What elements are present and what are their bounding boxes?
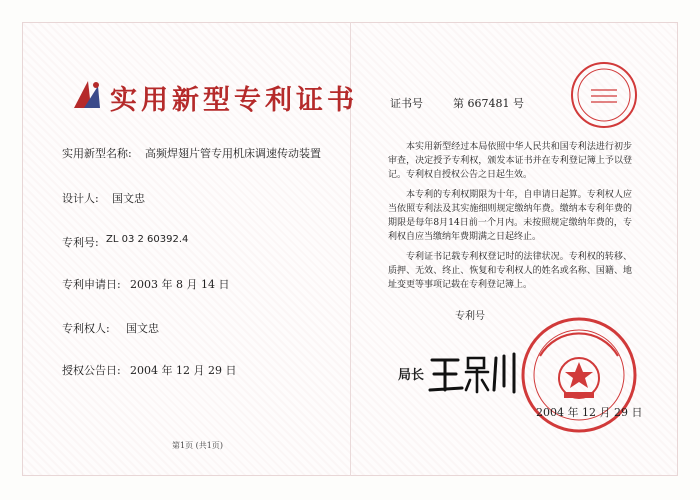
patentee-value: 国文忠 <box>126 322 159 335</box>
patent-number-marker: 专利号 <box>455 311 485 322</box>
director-signature <box>426 350 518 396</box>
grant-date-label: 授权公告日: <box>62 364 121 377</box>
designer-label: 设计人: <box>62 192 99 205</box>
utility-model-name-label: 实用新型名称: <box>62 147 132 160</box>
record-paragraph: 专利证书记载专利权登记时的法律状况。专利权的转移、质押、无效、终止、恢复和专利权人的姓名或名称、国籍、地址变更等事项记载在专利登记簿上。 <box>388 252 632 290</box>
term-paragraph: 本专利的专利权期限为十年，自申请日起算。专利权人应当依照专利法及其实施细则规定缴纳年费。缴纳本专利年费的期限是每年8月14日前一个月内。未按照规定缴纳年费的，专利权自应当缴纳年费期满之日起终止。 <box>388 190 632 242</box>
patent-number-value: ZL 03 2 60392.4 <box>106 234 189 245</box>
filing-date-label: 专利申请日: <box>62 278 121 291</box>
director-label: 局长 <box>398 368 425 383</box>
seal-date: 2004 年 12 月 29 日 <box>536 406 643 419</box>
utility-model-name-value: 高频焊翅片管专用机床调速传动装置 <box>145 147 321 160</box>
designer-value: 国文忠 <box>112 192 145 205</box>
certificate-number-value: 第 667481 号 <box>453 97 524 110</box>
patent-office-logo-icon <box>70 78 104 112</box>
grant-paragraph: 本实用新型经过本局依照中华人民共和国专利法进行初步审查，决定授予专利权，颁发本证书并在专利登记簿上予以登记。专利权自授权公告之日起生效。 <box>388 142 632 180</box>
patentee-label: 专利权人: <box>62 322 110 335</box>
certificate-title: 实用新型专利证书 <box>110 85 358 116</box>
patent-office-stamp-icon <box>569 60 639 130</box>
patent-number-label: 专利号: <box>62 236 99 249</box>
grant-date-value: 2004 年 12 月 29 日 <box>130 364 237 377</box>
certificate-number-label: 证书号 <box>390 97 423 110</box>
page-footer: 第1页 (共1页) <box>172 441 223 450</box>
filing-date-value: 2003 年 8 月 14 日 <box>130 278 230 291</box>
